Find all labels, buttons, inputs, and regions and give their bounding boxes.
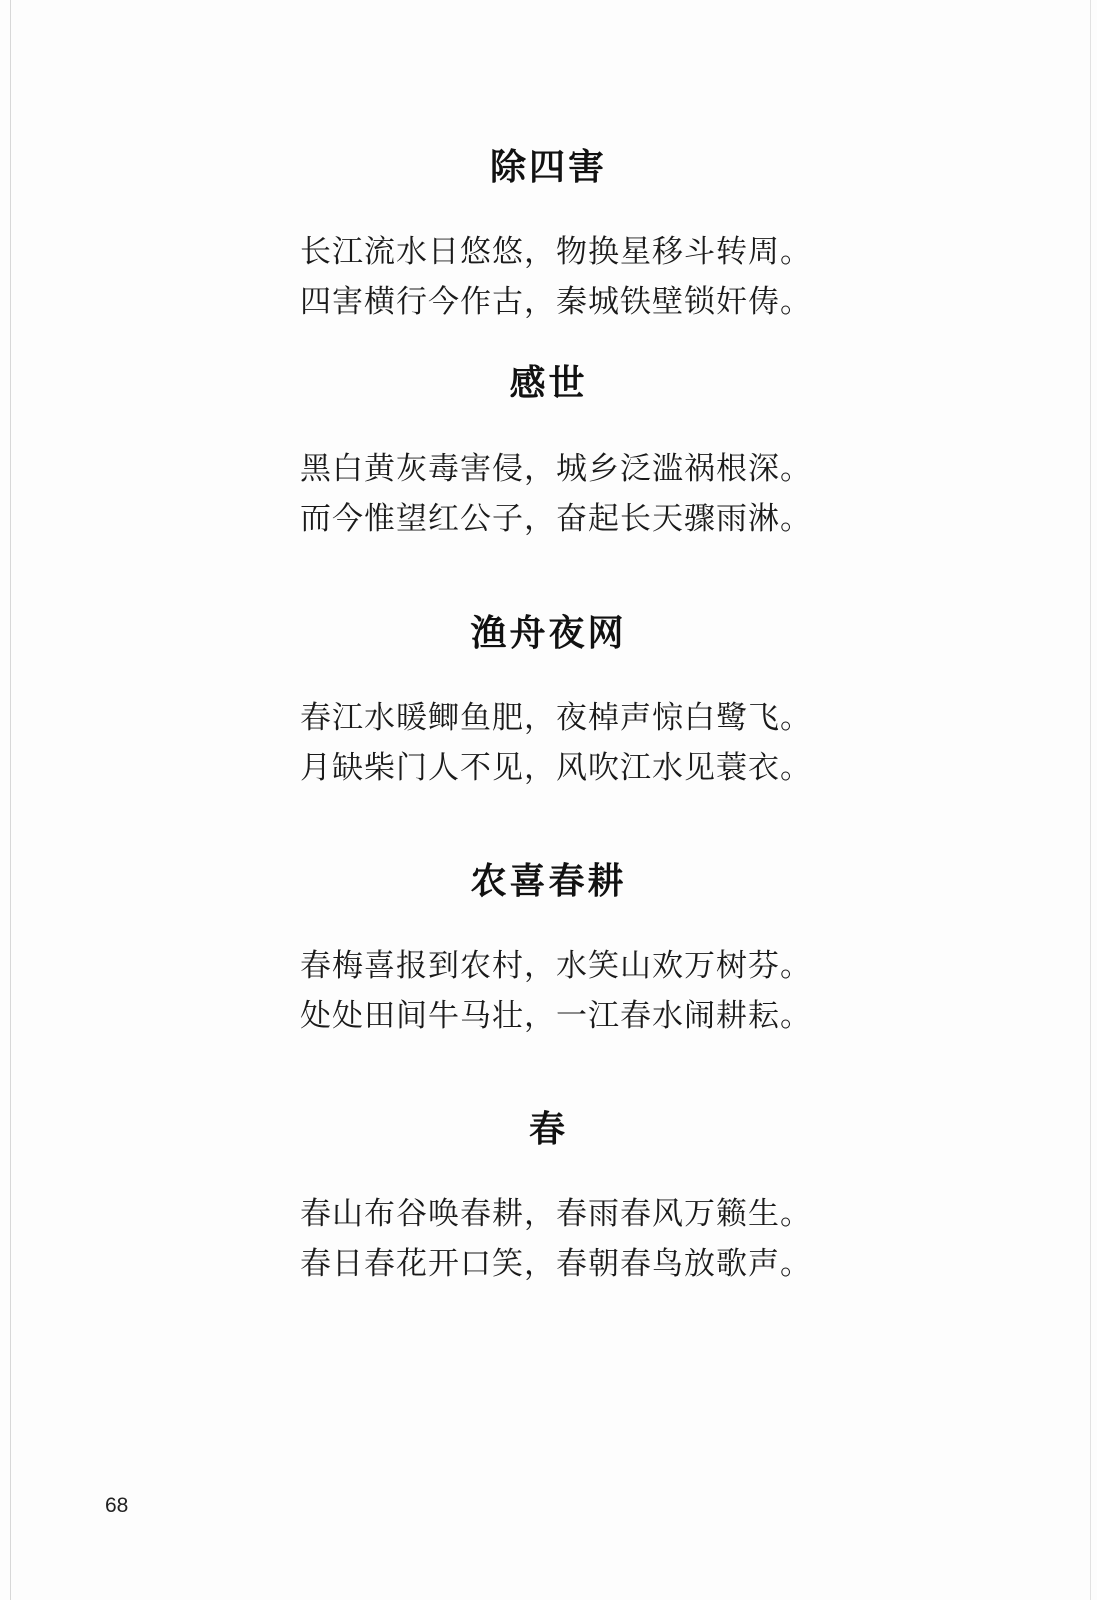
poem-line: 而今惟望红公子，奋起长天骤雨淋。 (300, 501, 812, 537)
poem-line: 黑白黄灰毒害侵，城乡泛滥祸根深。 (300, 451, 812, 487)
poem-title-nong-xi-chun-geng: 农喜春耕 (470, 861, 627, 902)
poem-line: 长江流水日悠悠，物换星移斗转周。 (300, 234, 812, 270)
poem-line: 春山布谷唤春耕，春雨春风万籁生。 (300, 1196, 812, 1232)
poem-title-yu-zhou-ye-wang: 渔舟夜网 (470, 613, 627, 654)
poem-title-chun: 春 (528, 1109, 568, 1150)
poem-title-chu-si-hai: 除四害 (489, 147, 607, 188)
poem-line: 处处田间牛马壮，一江春水闹耕耘。 (300, 998, 812, 1034)
poem-line: 四害横行今作古，秦城铁壁锁奸俦。 (300, 284, 812, 320)
page-edge-left (10, 0, 11, 1600)
poem-line: 春梅喜报到农村，水笑山欢万树芬。 (300, 948, 812, 984)
poem-line: 春江水暖鲫鱼肥，夜棹声惊白鹭飞。 (300, 700, 812, 736)
poem-title-gan-shi: 感世 (509, 363, 588, 404)
page-edge-right (1090, 0, 1091, 1600)
page-number: 68 (105, 1494, 129, 1517)
poem-line: 春日春花开口笑，春朝春鸟放歌声。 (300, 1246, 812, 1282)
poem-line: 月缺柴门人不见，风吹江水见蓑衣。 (300, 750, 812, 786)
